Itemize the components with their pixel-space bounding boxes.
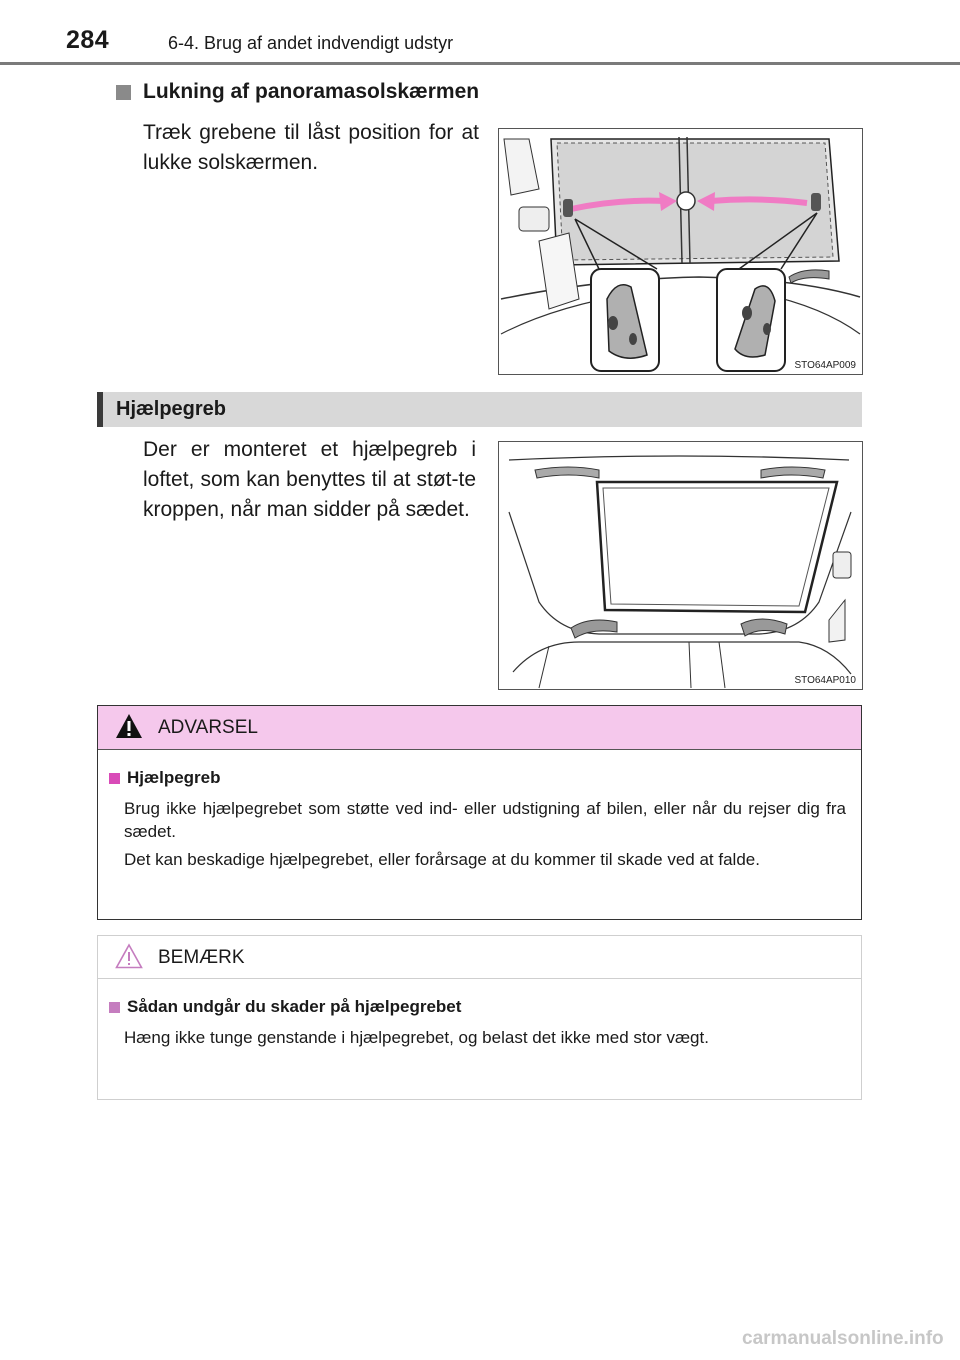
notice-subtitle-row xyxy=(109,997,461,1017)
square-bullet-icon xyxy=(116,85,131,100)
notice-box xyxy=(97,935,862,1100)
assist-grip-figure xyxy=(498,441,863,690)
chapter-title: 6-4. Brug af andet indvendigt udstyr xyxy=(168,33,454,53)
warning-header xyxy=(98,706,861,750)
warning-label: ADVARSEL xyxy=(158,717,258,738)
figure-code: STO64AP009 xyxy=(794,360,856,371)
notice-text: Hæng ikke tunge genstande i hjælpegrebet, og belast det ikke med stor vægt. xyxy=(124,1028,709,1047)
notice-header xyxy=(98,936,861,979)
warning-subtitle: Hjælpegreb xyxy=(127,768,221,787)
sunshade-figure xyxy=(498,128,863,375)
notice-label: BEMÆRK xyxy=(158,947,245,968)
warning-text-2: Det kan beskadige hjælpegrebet, eller forårsage at du kommer til skade ved at falde. xyxy=(124,850,760,869)
square-bullet-icon xyxy=(109,773,120,784)
page-number: 284 xyxy=(66,26,110,54)
warning-triangle-icon xyxy=(115,713,143,739)
section-header-bar xyxy=(97,392,862,427)
assist-grip-description: Der er monteret et hjælpegreb i loftet, som kan benyttes til at støt-te kroppen, når man sidder på sædet. xyxy=(143,438,476,521)
figure-code: STO64AP010 xyxy=(794,675,856,686)
watermark: carmanualsonline.info xyxy=(742,1328,944,1349)
square-bullet-icon xyxy=(109,1002,120,1013)
subsection-title: Lukning af panoramasolskærmen xyxy=(143,80,480,103)
assist-grip-illustration xyxy=(499,442,862,689)
header-rule xyxy=(0,62,960,65)
sunshade-illustration xyxy=(499,129,862,374)
sunshade-instruction: Træk grebene til låst position for at lukke solskærmen. xyxy=(143,121,479,174)
notice-subtitle: Sådan undgår du skader på hjælpegrebet xyxy=(127,997,462,1016)
warning-text-1: Brug ikke hjælpegrebet som støtte ved ind- eller udstigning af bilen, eller når du rejser dig fra sædet. xyxy=(124,799,846,841)
warning-box xyxy=(97,705,862,920)
caution-triangle-icon xyxy=(115,943,143,969)
warning-subtitle-row xyxy=(109,768,221,788)
subsection-heading xyxy=(116,80,479,104)
section-title: Hjælpegreb xyxy=(116,398,227,420)
